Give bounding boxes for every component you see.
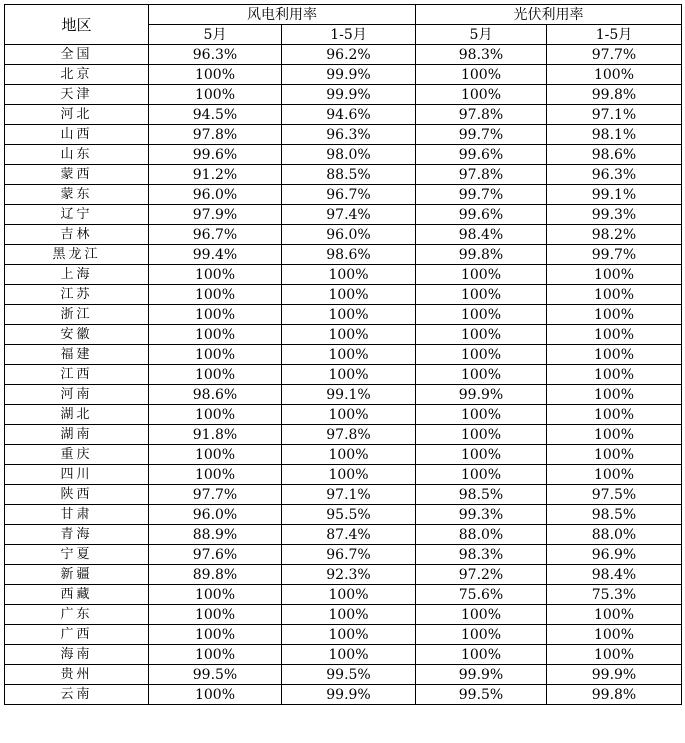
wind-may-cell: 99.5%	[149, 665, 282, 685]
wind-ytd-cell: 100%	[282, 325, 416, 345]
wind-may-cell: 97.8%	[149, 125, 282, 145]
wind-ytd-cell: 100%	[282, 445, 416, 465]
wind-may-cell: 98.6%	[149, 385, 282, 405]
wind-ytd-header: 1-5月	[282, 25, 416, 45]
region-cell: 浙江	[5, 305, 149, 325]
wind-may-cell: 100%	[149, 265, 282, 285]
header-row-top	[5, 5, 682, 25]
wind-may-cell: 89.8%	[149, 565, 282, 585]
solar-may-cell: 99.5%	[416, 685, 547, 705]
wind-may-cell: 100%	[149, 625, 282, 645]
solar-ytd-cell: 100%	[547, 345, 682, 365]
table-row	[5, 45, 682, 65]
solar-may-cell: 99.8%	[416, 245, 547, 265]
solar-may-cell: 97.8%	[416, 165, 547, 185]
table-row	[5, 105, 682, 125]
table-row	[5, 305, 682, 325]
solar-may-cell: 98.5%	[416, 485, 547, 505]
table-row	[5, 445, 682, 465]
region-cell: 湖北	[5, 405, 149, 425]
region-cell: 北京	[5, 65, 149, 85]
table-row	[5, 565, 682, 585]
solar-may-cell: 100%	[416, 645, 547, 665]
wind-ytd-cell: 100%	[282, 605, 416, 625]
region-cell: 吉林	[5, 225, 149, 245]
wind-ytd-cell: 88.5%	[282, 165, 416, 185]
wind-may-cell: 100%	[149, 305, 282, 325]
solar-ytd-header: 1-5月	[547, 25, 682, 45]
solar-may-cell: 100%	[416, 85, 547, 105]
wind-ytd-cell: 100%	[282, 625, 416, 645]
wind-ytd-cell: 100%	[282, 265, 416, 285]
wind-may-cell: 96.3%	[149, 45, 282, 65]
solar-may-cell: 100%	[416, 65, 547, 85]
solar-may-cell: 88.0%	[416, 525, 547, 545]
solar-ytd-cell: 97.5%	[547, 485, 682, 505]
region-cell: 全国	[5, 45, 149, 65]
wind-may-cell: 100%	[149, 325, 282, 345]
table-row	[5, 165, 682, 185]
wind-ytd-cell: 100%	[282, 345, 416, 365]
wind-ytd-cell: 100%	[282, 465, 416, 485]
wind-may-cell: 96.0%	[149, 185, 282, 205]
wind-may-cell: 100%	[149, 405, 282, 425]
region-cell: 四川	[5, 465, 149, 485]
solar-ytd-cell: 98.2%	[547, 225, 682, 245]
wind-may-cell: 100%	[149, 645, 282, 665]
solar-may-cell: 99.6%	[416, 205, 547, 225]
wind-ytd-cell: 92.3%	[282, 565, 416, 585]
solar-may-cell: 100%	[416, 405, 547, 425]
wind-ytd-cell: 95.5%	[282, 505, 416, 525]
solar-may-cell: 97.8%	[416, 105, 547, 125]
region-cell: 广东	[5, 605, 149, 625]
wind-ytd-cell: 96.7%	[282, 185, 416, 205]
wind-may-cell: 100%	[149, 285, 282, 305]
wind-may-cell: 99.6%	[149, 145, 282, 165]
table-row	[5, 145, 682, 165]
table-row	[5, 285, 682, 305]
region-cell: 湖南	[5, 425, 149, 445]
wind-ytd-cell: 94.6%	[282, 105, 416, 125]
solar-ytd-cell: 100%	[547, 325, 682, 345]
table-row	[5, 465, 682, 485]
solar-ytd-cell: 100%	[547, 625, 682, 645]
wind-may-cell: 97.6%	[149, 545, 282, 565]
region-cell: 河北	[5, 105, 149, 125]
table-row	[5, 405, 682, 425]
table-row	[5, 525, 682, 545]
solar-ytd-cell: 100%	[547, 465, 682, 485]
table-row	[5, 225, 682, 245]
solar-ytd-cell: 100%	[547, 445, 682, 465]
wind-ytd-cell: 96.3%	[282, 125, 416, 145]
wind-may-header: 5月	[149, 25, 282, 45]
wind-may-cell: 91.8%	[149, 425, 282, 445]
wind-may-cell: 88.9%	[149, 525, 282, 545]
region-cell: 上海	[5, 265, 149, 285]
region-cell: 天津	[5, 85, 149, 105]
table-row	[5, 685, 682, 705]
solar-ytd-cell: 98.1%	[547, 125, 682, 145]
solar-ytd-cell: 75.3%	[547, 585, 682, 605]
solar-may-cell: 99.3%	[416, 505, 547, 525]
region-cell: 江西	[5, 365, 149, 385]
wind-may-cell: 99.4%	[149, 245, 282, 265]
region-cell: 云南	[5, 685, 149, 705]
wind-ytd-cell: 97.4%	[282, 205, 416, 225]
solar-ytd-cell: 99.8%	[547, 85, 682, 105]
wind-may-cell: 100%	[149, 65, 282, 85]
table-row	[5, 625, 682, 645]
solar-may-cell: 100%	[416, 345, 547, 365]
solar-may-cell: 99.6%	[416, 145, 547, 165]
solar-ytd-cell: 100%	[547, 605, 682, 625]
wind-ytd-cell: 100%	[282, 365, 416, 385]
table-row	[5, 385, 682, 405]
region-cell: 江苏	[5, 285, 149, 305]
table-row	[5, 345, 682, 365]
solar-ytd-cell: 100%	[547, 365, 682, 385]
region-cell: 陕西	[5, 485, 149, 505]
table-row	[5, 365, 682, 385]
solar-may-cell: 100%	[416, 305, 547, 325]
table-row	[5, 485, 682, 505]
solar-may-cell: 100%	[416, 325, 547, 345]
wind-ytd-cell: 99.1%	[282, 385, 416, 405]
solar-ytd-cell: 99.1%	[547, 185, 682, 205]
region-cell: 安徽	[5, 325, 149, 345]
solar-ytd-cell: 100%	[547, 385, 682, 405]
wind-ytd-cell: 96.2%	[282, 45, 416, 65]
wind-may-cell: 100%	[149, 685, 282, 705]
table-row	[5, 185, 682, 205]
table-row	[5, 85, 682, 105]
wind-may-cell: 100%	[149, 85, 282, 105]
table-row	[5, 325, 682, 345]
region-cell: 广西	[5, 625, 149, 645]
wind-may-cell: 100%	[149, 345, 282, 365]
wind-ytd-cell: 99.9%	[282, 85, 416, 105]
wind-ytd-cell: 98.0%	[282, 145, 416, 165]
utilization-table	[4, 4, 682, 705]
solar-ytd-cell: 88.0%	[547, 525, 682, 545]
table-row	[5, 265, 682, 285]
region-cell: 辽宁	[5, 205, 149, 225]
solar-ytd-cell: 100%	[547, 265, 682, 285]
solar-utilization-header: 光伏利用率	[416, 5, 682, 25]
wind-may-cell: 97.9%	[149, 205, 282, 225]
solar-may-cell: 98.4%	[416, 225, 547, 245]
region-cell: 山西	[5, 125, 149, 145]
wind-may-cell: 100%	[149, 605, 282, 625]
table-row	[5, 125, 682, 145]
solar-may-cell: 100%	[416, 265, 547, 285]
solar-may-cell: 99.9%	[416, 665, 547, 685]
solar-may-header: 5月	[416, 25, 547, 45]
table-row	[5, 545, 682, 565]
solar-ytd-cell: 96.9%	[547, 545, 682, 565]
wind-ytd-cell: 100%	[282, 405, 416, 425]
table-row	[5, 205, 682, 225]
table-header	[5, 5, 682, 45]
region-cell: 河南	[5, 385, 149, 405]
wind-ytd-cell: 87.4%	[282, 525, 416, 545]
wind-ytd-cell: 100%	[282, 285, 416, 305]
solar-ytd-cell: 97.1%	[547, 105, 682, 125]
solar-may-cell: 100%	[416, 425, 547, 445]
solar-ytd-cell: 99.7%	[547, 245, 682, 265]
wind-may-cell: 91.2%	[149, 165, 282, 185]
solar-ytd-cell: 100%	[547, 285, 682, 305]
solar-may-cell: 99.7%	[416, 185, 547, 205]
wind-ytd-cell: 99.9%	[282, 65, 416, 85]
solar-may-cell: 100%	[416, 625, 547, 645]
wind-ytd-cell: 97.8%	[282, 425, 416, 445]
region-cell: 宁夏	[5, 545, 149, 565]
solar-may-cell: 100%	[416, 365, 547, 385]
wind-may-cell: 97.7%	[149, 485, 282, 505]
solar-may-cell: 75.6%	[416, 585, 547, 605]
region-cell: 重庆	[5, 445, 149, 465]
wind-utilization-header: 风电利用率	[149, 5, 416, 25]
solar-ytd-cell: 98.5%	[547, 505, 682, 525]
solar-ytd-cell: 98.4%	[547, 565, 682, 585]
wind-may-cell: 100%	[149, 465, 282, 485]
region-cell: 福建	[5, 345, 149, 365]
table-row	[5, 65, 682, 85]
table-row	[5, 585, 682, 605]
table-row	[5, 425, 682, 445]
solar-may-cell: 99.7%	[416, 125, 547, 145]
wind-may-cell: 94.5%	[149, 105, 282, 125]
region-cell: 甘肃	[5, 505, 149, 525]
solar-may-cell: 98.3%	[416, 45, 547, 65]
solar-ytd-cell: 99.8%	[547, 685, 682, 705]
wind-ytd-cell: 100%	[282, 585, 416, 605]
solar-may-cell: 97.2%	[416, 565, 547, 585]
wind-ytd-cell: 99.5%	[282, 665, 416, 685]
solar-may-cell: 100%	[416, 285, 547, 305]
solar-ytd-cell: 100%	[547, 305, 682, 325]
table-row	[5, 505, 682, 525]
solar-ytd-cell: 97.7%	[547, 45, 682, 65]
wind-ytd-cell: 96.0%	[282, 225, 416, 245]
solar-ytd-cell: 100%	[547, 65, 682, 85]
solar-ytd-cell: 99.9%	[547, 665, 682, 685]
table-body	[5, 45, 682, 705]
table-row	[5, 665, 682, 685]
wind-ytd-cell: 97.1%	[282, 485, 416, 505]
region-cell: 新疆	[5, 565, 149, 585]
solar-may-cell: 100%	[416, 445, 547, 465]
solar-may-cell: 100%	[416, 465, 547, 485]
table-row	[5, 245, 682, 265]
solar-ytd-cell: 100%	[547, 425, 682, 445]
wind-ytd-cell: 98.6%	[282, 245, 416, 265]
solar-ytd-cell: 100%	[547, 405, 682, 425]
table-row	[5, 605, 682, 625]
wind-ytd-cell: 100%	[282, 305, 416, 325]
wind-may-cell: 100%	[149, 585, 282, 605]
region-cell: 蒙东	[5, 185, 149, 205]
region-cell: 黑龙江	[5, 245, 149, 265]
wind-ytd-cell: 96.7%	[282, 545, 416, 565]
wind-may-cell: 96.0%	[149, 505, 282, 525]
solar-ytd-cell: 99.3%	[547, 205, 682, 225]
solar-ytd-cell: 98.6%	[547, 145, 682, 165]
region-cell: 青海	[5, 525, 149, 545]
region-cell: 山东	[5, 145, 149, 165]
region-cell: 蒙西	[5, 165, 149, 185]
wind-may-cell: 100%	[149, 445, 282, 465]
table-row	[5, 645, 682, 665]
wind-may-cell: 96.7%	[149, 225, 282, 245]
wind-may-cell: 100%	[149, 365, 282, 385]
solar-may-cell: 99.9%	[416, 385, 547, 405]
solar-ytd-cell: 100%	[547, 645, 682, 665]
wind-ytd-cell: 99.9%	[282, 685, 416, 705]
solar-may-cell: 100%	[416, 605, 547, 625]
wind-ytd-cell: 100%	[282, 645, 416, 665]
solar-may-cell: 98.3%	[416, 545, 547, 565]
solar-ytd-cell: 96.3%	[547, 165, 682, 185]
region-cell: 贵州	[5, 665, 149, 685]
region-cell: 西藏	[5, 585, 149, 605]
region-cell: 海南	[5, 645, 149, 665]
region-header: 地区	[5, 5, 149, 45]
